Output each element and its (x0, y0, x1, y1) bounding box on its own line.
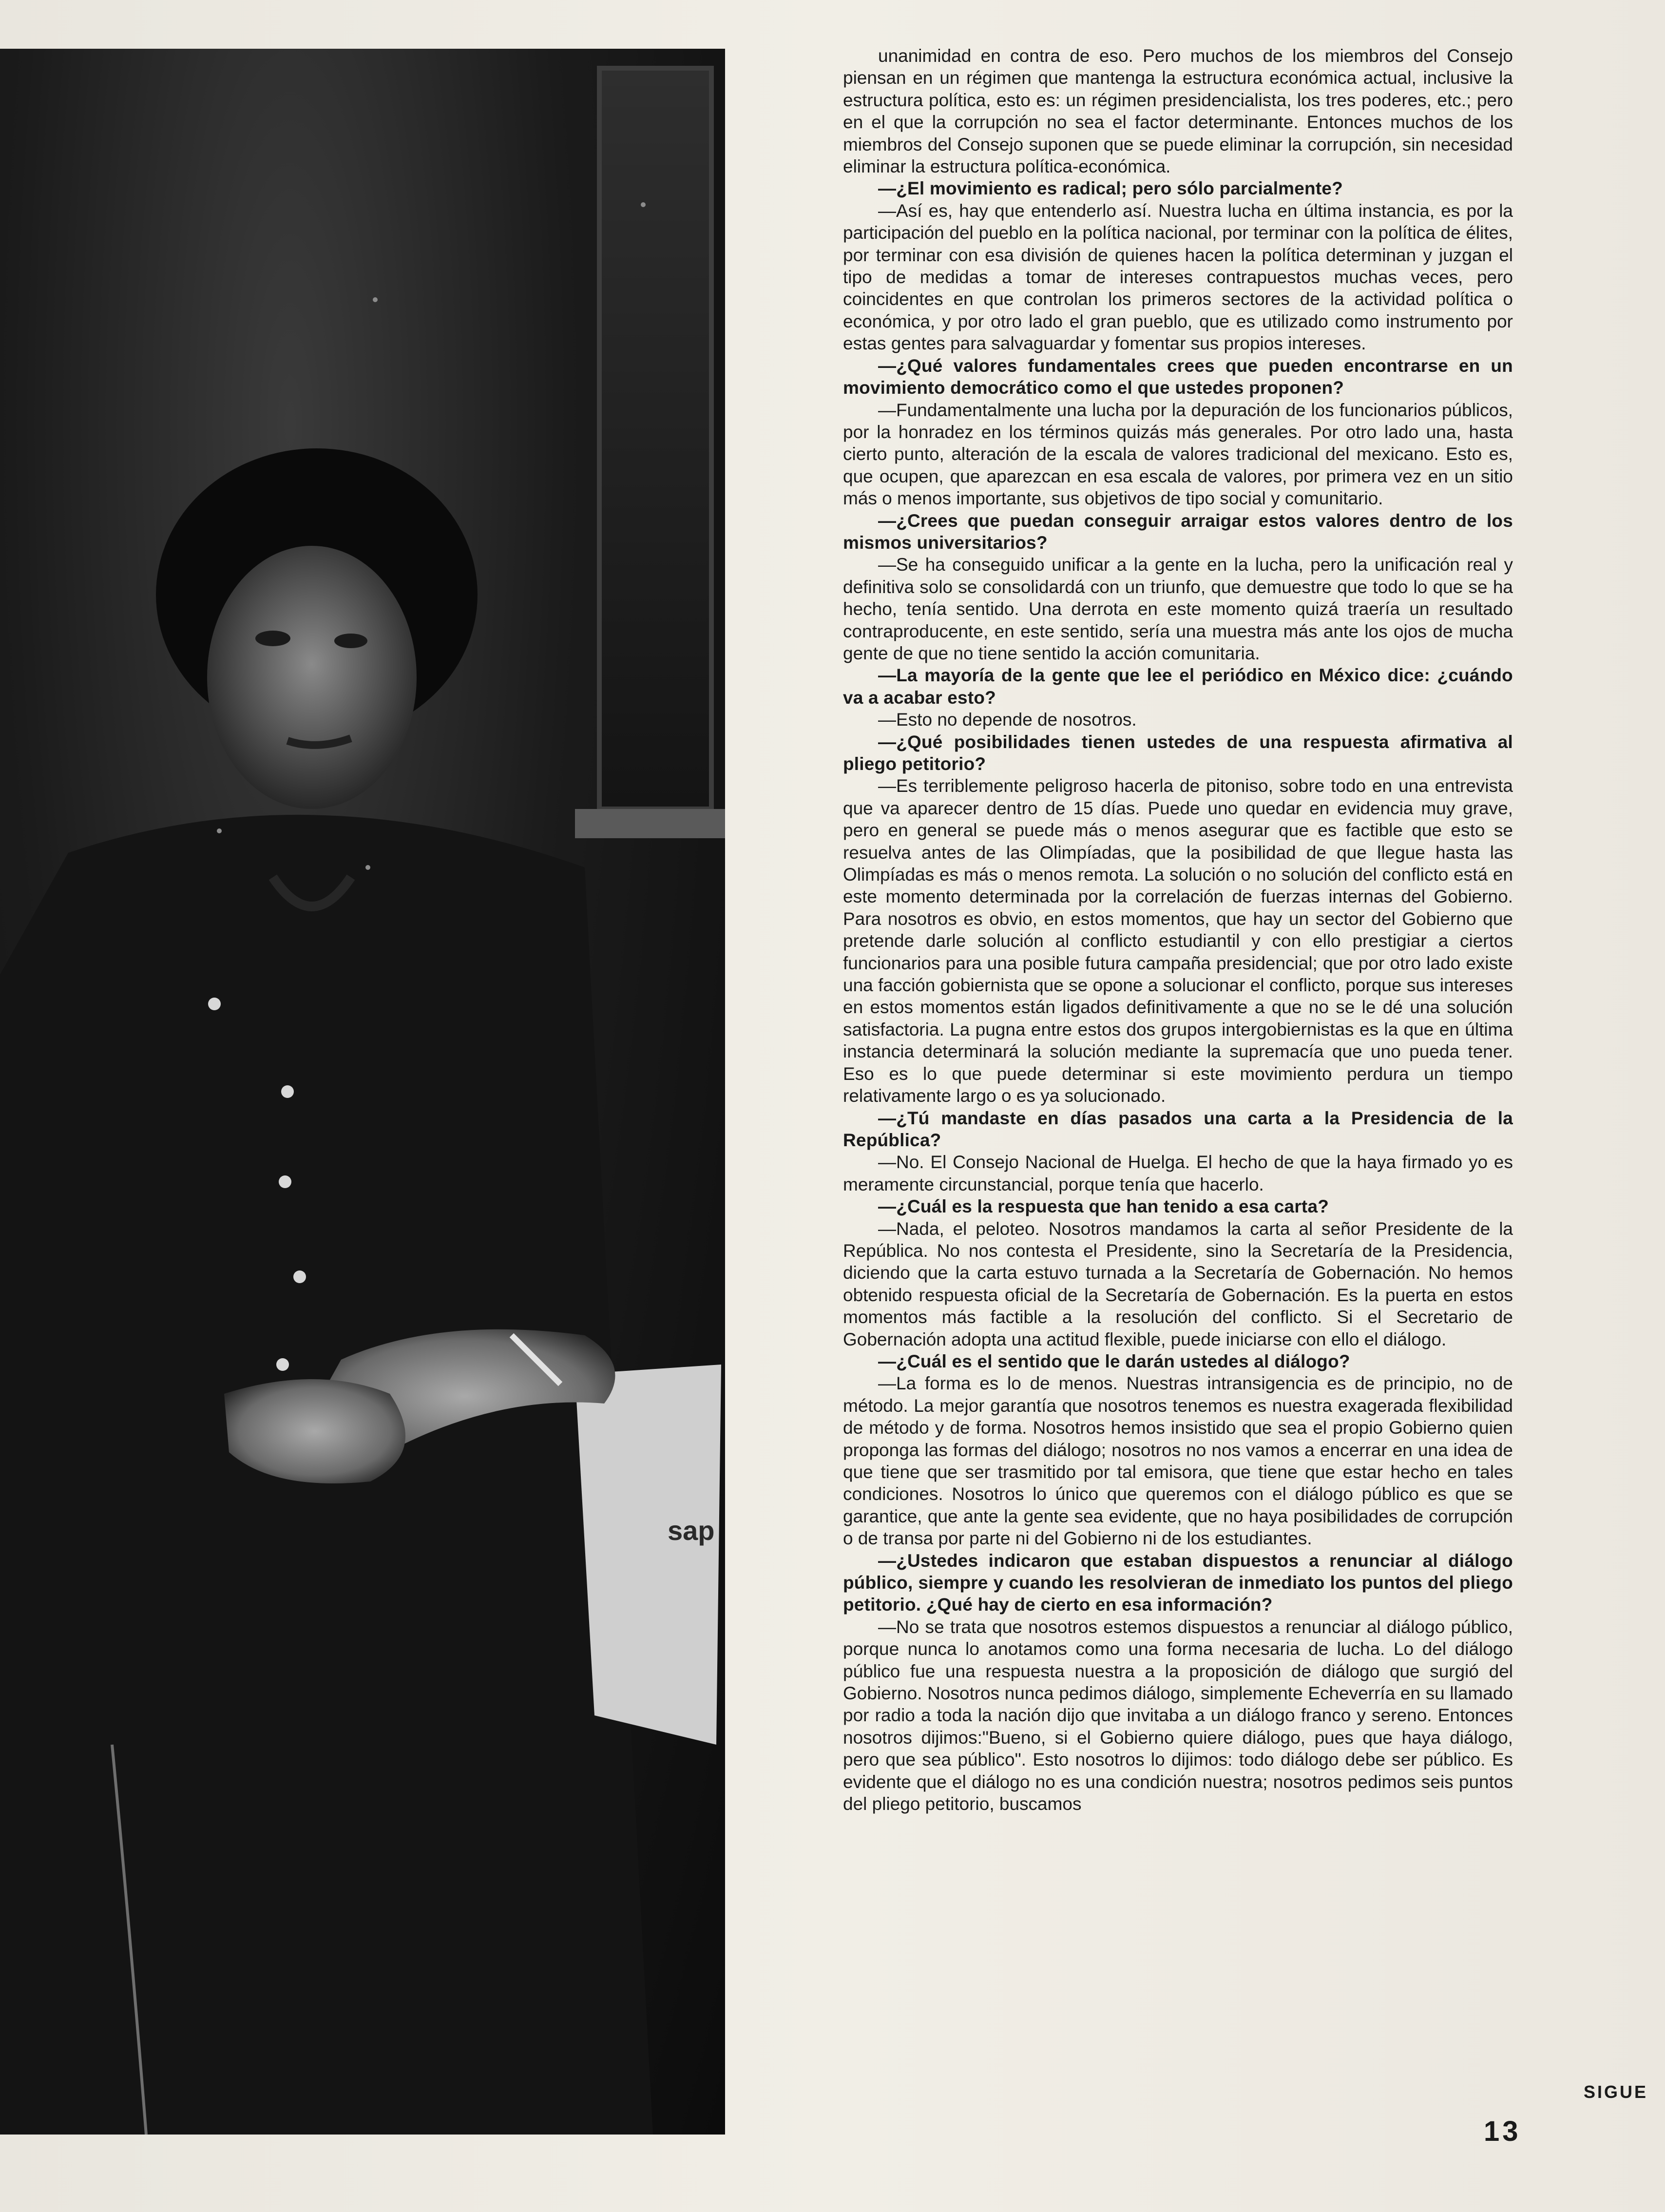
interview-question-9: —¿Ustedes indicaron que estaban dispuestos a renunciar al diálogo público, siempre y cuando les resolvieran de inmediato los puntos del pliego petitorio. ¿Qué hay de cierto en esa información? (843, 1550, 1513, 1615)
interview-answer-2: —Fundamentalmente una lucha por la depuración de los funcionarios públicos, por la honradez en los términos quizás más generales. Por otro lado una, hasta cierto punto, alteración de la escala de valores tradicional del mexicano. Esto es, que ocupen, que aparezcan en esa escala de valores, por primera vez en un sitio más o menos importante, sus objetivos de tipo social y comunitario. (843, 400, 1513, 509)
interview-answer-4: —Esto no depende de nosotros. (878, 710, 1137, 730)
continue-marker: SIGUE (1584, 2082, 1648, 2102)
interview-article (843, 45, 1513, 2140)
interview-question-2: —¿Qué valores fundamentales crees que pueden encontrarse en un movimiento democrático como el que ustedes proponen? (843, 355, 1513, 398)
interview-question-7: —¿Cuál es la respuesta que han tenido a esa carta? (878, 1196, 1329, 1217)
interview-answer-9: —No se trata que nosotros estemos dispuestos a renunciar al diálogo público, porque nunca lo anotamos como una forma necesaria de lucha. Lo del diálogo público fue una respuesta nuestra a la proposición de diálogo que surgió del Gobierno. Nosotros nunca pedimos diálogo, simplemente Echeverría en su llamado por radio a toda la nación dijo que invitaba a un diálogo franco y sereno. Entonces nosotros dijimos:"Bueno, si el Gobierno quiere diálogo, pues que haya diálogo, pero que sea público". Esto nosotros lo dijimos: todo diálogo debe ser público. Es evidente que el diálogo no es una condición nuestra; nosotros pedimos seis puntos del pliego petitorio, buscamos (843, 1616, 1513, 1814)
interview-question-4: —La mayoría de la gente que lee el periódico en México dice: ¿cuándo va a acabar esto? (843, 665, 1513, 708)
interview-answer-7: —Nada, el peloteo. Nosotros mandamos la carta al señor Presidente de la República. No nos contesta el Presidente, sino la Secretaría de la Presidencia, diciendo que la carta estuvo turnada a la Secretaría de Gobernación. No hemos obtenido respuesta oficial de la Secretaría de Gobernación. Es la puerta en estos momentos más factible a la resolución del conflicto. Si el Secretario de Gobernación adopta una actitud flexible, puede iniciarse con ello el diálogo. (843, 1218, 1513, 1349)
interview-answer-8: —La forma es lo de menos. Nuestras intransigencia es de principio, no de método. La mejor garantía que nosotros tenemos es nuestra exagerada flexibilidad de método y de forma. Nosotros hemos insistido que sea el propio Gobierno quien proponga las formas del diálogo; nosotros no nos vamos a encerrar en una idea de que tiene que ser trasmitido por tal emisora, que tiene que estar hecho en tales condiciones. Nosotros lo único que queremos con el diálogo público es que se garantice, que ante la gente sea evidente, que no haya posibilidades de corrupción o de transa por parte ni del Gobierno ni de los estudiantes. (843, 1373, 1513, 1549)
interview-answer-1: —Así es, hay que entenderlo así. Nuestra lucha en última instancia, es por la participación del pueblo en la política nacional, por terminar con la política de élites, por terminar con esa división de quienes hacen la política determinan y juzgan el tipo de medidas a tomar de intereses contrapuestos muchas veces, pero coincidentes en que controlan los primeros sectores de la actividad política o económica, y por otro lado el gran pueblo, que es utilizado como instrumento por estas gentes para salvaguardar y fomentar sus propios intereses. (843, 200, 1513, 354)
interview-answer-6: —No. El Consejo Nacional de Huelga. El hecho de que la haya firmado yo es meramente circunstancial, porque tenía que hacerlo. (843, 1152, 1513, 1194)
interview-question-6: —¿Tú mandaste en días pasados una carta a la Presidencia de la República? (843, 1108, 1513, 1150)
interview-question-3: —¿Crees que puedan conseguir arraigar estos valores dentro de los mismos universitarios? (843, 510, 1513, 553)
page-number: 13 (1484, 2116, 1521, 2147)
interview-question-5: —¿Qué posibilidades tienen ustedes de una respuesta afirmativa al pliego petitorio? (843, 731, 1513, 774)
interview-question-1: —¿El movimiento es radical; pero sólo parcialmente? (878, 178, 1343, 199)
newspaper-fragment: sap (668, 1515, 715, 1546)
interview-answer-3: —Se ha conseguido unificar a la gente en la lucha, pero la unificación real y definitiva solo se consolidardá con un triunfo, que demuestre que todo lo que se ha hecho, tenía sentido. Una derrota en este momento quizá traería un resultado contraproducente, en este sentido, sería una muestra más ante los ojos de mucha gente de que no tiene sentido la acción comunitaria. (843, 555, 1513, 663)
interview-question-8: —¿Cuál es el sentido que le darán ustedes al diálogo? (878, 1351, 1350, 1371)
article-paragraph-1: unanimidad en contra de eso. Pero muchos de los miembros del Consejo piensan en un régimen que mantenga la estructura económica actual, inclusive la estructura política, esto es: un régimen presidencialista, los tres poderes, etc.; pero en el que la corrupción no sea el factor determinante. Entonces muchos de los miembros del Consejo suponen que se puede eliminar la corrupción, sin necesidad eliminar la estructura política-económica. (843, 46, 1513, 177)
portrait-photo (0, 49, 725, 2135)
interview-answer-5: —Es terriblemente peligroso hacerla de pitoniso, sobre todo en una entrevista que va aparecer dentro de 15 días. Puede uno quedar en evidencia muy grave, pero en general se puede más o menos asegurar que es factible que esto se resuelva antes de las Olimpíadas, que la posibilidad de que llegue hasta las Olimpíadas es más o menos remota. La solución o no solución del conflicto está en este momento determinada por la correlación de fuerzas internas del Gobierno. Para nosotros es obvio, en estos momentos, que hay un sector del Gobierno que pretende darle solución al conflicto estudiantil y con ello prestigiar a ciertos funcionarios para una posible futura campaña presidencial; que por otro lado existe una facción gobiernista que se opone a solucionar el conflicto, porque sus intereses en estos momentos están ligados definitivamente a que no se le dé una solución satisfactoria. La pugna entre estos dos grupos intergobiernistas es la que en última instancia determinará la solución mediante la supremacía que uno pueda tener. Eso es lo que puede determinar si este movimiento perdura un tiempo relativamente largo o es ya solucionado. (843, 776, 1513, 1106)
portrait-photo-illustration (0, 49, 725, 2135)
